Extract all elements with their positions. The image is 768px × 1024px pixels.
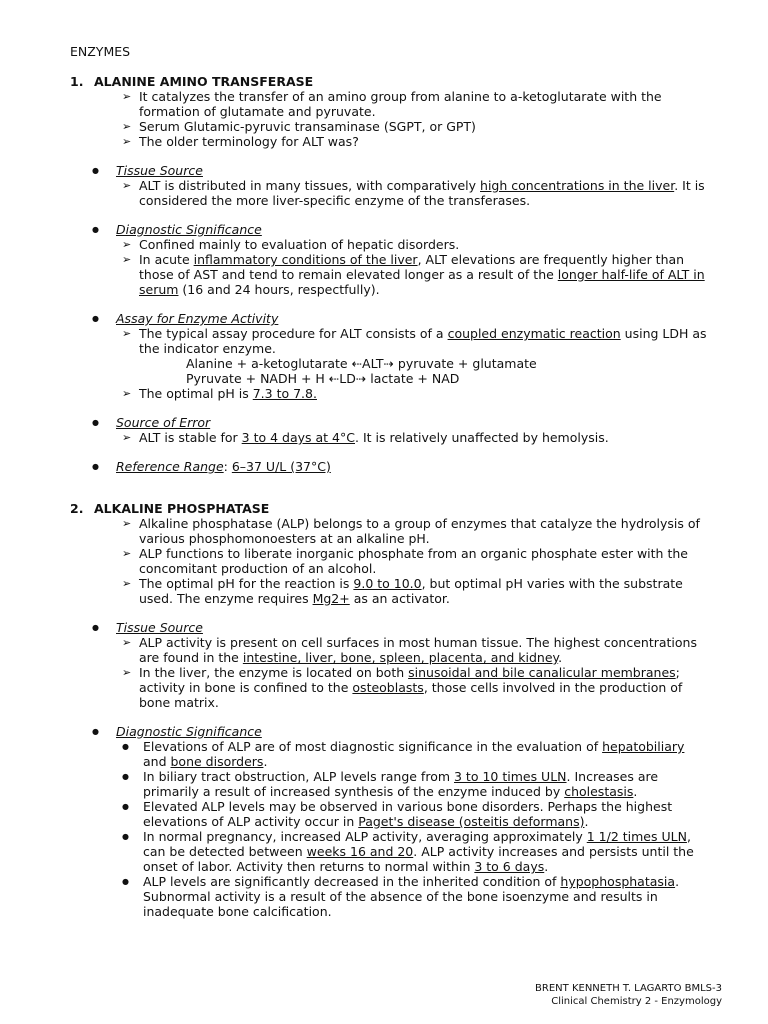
list-item: ● Elevations of ALP are of most diagnostic significance in the evaluation of hepatobiliary and bone disorders. (122, 739, 710, 769)
list-item: ● ALP levels are significantly decreased in the inherited condition of hypophosphatasia. Subnormal activity is a result of the absence of the bone isoenzyme and results in inadequate bone calcification. (122, 874, 710, 919)
list-item: ➢ ALP functions to liberate inorganic phosphate from an organic phosphate ester with the concomitant production of an alcohol. (122, 546, 710, 576)
section-2-number: 2. (70, 501, 84, 516)
list-item: ➢ In acute inflammatory conditions of the liver, ALT elevations are frequently higher than those of AST and tend to remain elevated longer as a result of the longer half-life of ALT in serum (16 and 24 hours, respectfully). (122, 252, 710, 297)
list-item: ➢ ALP activity is present on cell surfaces in most human tissue. The highest concentrations are found in the intestine, liver, bone, spleen, placenta, and kidney. (122, 635, 710, 665)
section-1-title: ALANINE AMINO TRANSFERASE (94, 74, 314, 89)
page-footer (535, 982, 722, 1008)
list-item: ➢ Serum Glutamic-pyruvic transaminase (SGPT, or GPT) (122, 119, 710, 134)
list-item: ● Elevated ALP levels may be observed in various bone disorders. Perhaps the highest elevations of ALP activity occur in Paget's disease (osteitis deformans). (122, 799, 710, 829)
subheading: ● Tissue Source (92, 163, 710, 178)
alp-tissue-source (92, 620, 710, 710)
alt-assay (92, 311, 710, 401)
list-item: ➢ In the liver, the enzyme is located on both sinusoidal and bile canalicular membranes; activity in bone is confined to the osteoblasts, those cells involved in the production of bone matrix. (122, 665, 710, 710)
subheading: ● Diagnostic Significance (92, 222, 710, 237)
equation: Alanine + a-ketoglutarate ⇠ALT⇢ pyruvate + glutamate (186, 356, 537, 371)
list-item: ➢ The optimal pH is 7.3 to 7.8. (122, 386, 710, 401)
subheading: Reference Range (116, 459, 224, 474)
list-item: ➢ The typical assay procedure for ALT consists of a coupled enzymatic reaction using LDH as the indicator enzyme. Alanine + a-ketoglutarate ⇠ALT⇢ pyruvate + glutamate Pyruvate + NADH + H ⇠LD⇢ lactate + NAD (122, 326, 710, 386)
alp-diagnostic-significance (92, 724, 710, 919)
subheading: ● Source of Error (92, 415, 710, 430)
equation: Pyruvate + NADH + H ⇠LD⇢ lactate + NAD (186, 371, 460, 386)
footer-author: BRENT KENNETH T. LAGARTO BMLS-3 (535, 983, 722, 994)
section-2-heading (70, 501, 710, 516)
subheading: ● Assay for Enzyme Activity (92, 311, 710, 326)
list-item: ➢ Alkaline phosphatase (ALP) belongs to a group of enzymes that catalyze the hydrolysis of various phosphomonoesters at an alkaline pH. (122, 516, 710, 546)
list-item: ➢ It catalyzes the transfer of an amino group from alanine to a-ketoglutarate with the formation of glutamate and pyruvate. (122, 89, 710, 119)
section-2-title: ALKALINE PHOSPHATASE (94, 501, 270, 516)
alt-reference-range: ● Reference Range: 6–37 U/L (37°C) (92, 459, 710, 474)
section-2-intro-list (122, 516, 710, 606)
list-item: ➢ ALT is distributed in many tissues, with comparatively high concentrations in the liver. It is considered the more liver-specific enzyme of the transferases. (122, 178, 710, 208)
list-item: ● In biliary tract obstruction, ALP levels range from 3 to 10 times ULN. Increases are primarily a result of increased synthesis of the enzyme induced by cholestasis. (122, 769, 710, 799)
document-title: ENZYMES (70, 44, 131, 59)
list-item: ➢ The older terminology for ALT was? (122, 134, 710, 149)
list-item: ➢ The optimal pH for the reaction is 9.0 to 10.0, but optimal pH varies with the substrate used. The enzyme requires Mg2+ as an activator. (122, 576, 710, 606)
footer-course: Clinical Chemistry 2 - Enzymology (551, 996, 722, 1007)
alt-tissue-source (92, 163, 710, 208)
subheading: ● Tissue Source (92, 620, 710, 635)
section-1-number: 1. (70, 74, 84, 89)
list-item: ● In normal pregnancy, increased ALP activity, averaging approximately 1 1/2 times ULN, can be detected between weeks 16 and 20. ALP activity increases and persists until the onset of labor. Activity then returns to normal within 3 to 6 days. (122, 829, 710, 874)
alt-source-of-error (92, 415, 710, 445)
section-1-intro-list (122, 89, 710, 149)
list-item: ➢ Confined mainly to evaluation of hepatic disorders. (122, 237, 710, 252)
alt-diagnostic-significance (92, 222, 710, 297)
subheading: ● Diagnostic Significance (92, 724, 710, 739)
list-item: ➢ ALT is stable for 3 to 4 days at 4°C. It is relatively unaffected by hemolysis. (122, 430, 710, 445)
section-1-heading (70, 74, 710, 89)
document-body (70, 44, 710, 919)
reference-range-value: 6–37 U/L (37°C) (231, 459, 331, 474)
